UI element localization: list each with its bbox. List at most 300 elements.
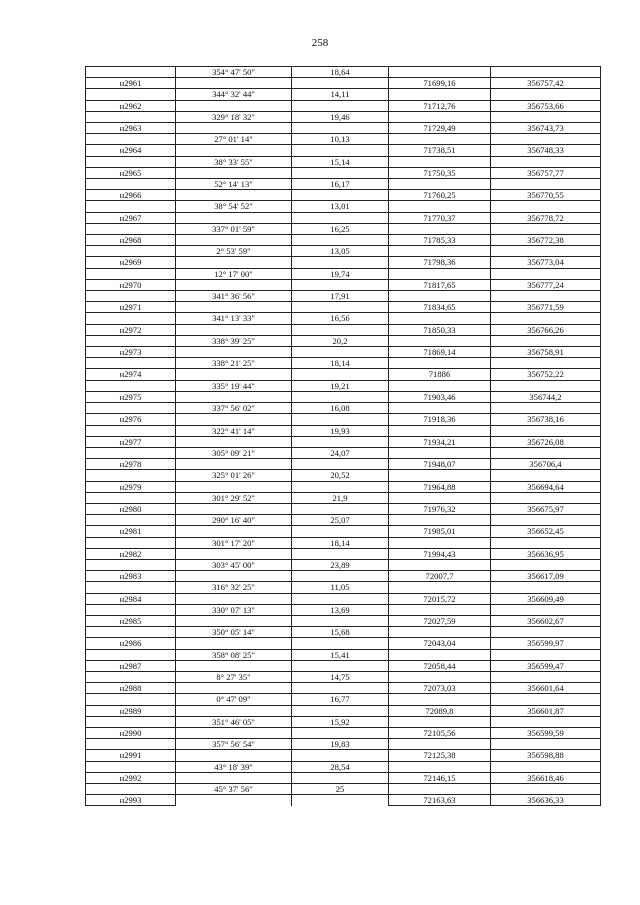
point-row <box>86 302 601 313</box>
x-coordinate-cell <box>389 89 491 100</box>
segment-row <box>86 268 601 279</box>
x-coordinate-cell <box>389 156 491 167</box>
x-coordinate-cell: 72007,7 <box>389 571 491 582</box>
y-coordinate-cell: 356602,67 <box>491 615 601 626</box>
point-name-cell: н2968 <box>86 235 176 246</box>
distance-cell <box>292 750 389 761</box>
x-coordinate-cell <box>389 671 491 682</box>
distance-cell <box>292 369 389 380</box>
point-name-cell: н2991 <box>86 750 176 761</box>
x-coordinate-cell <box>389 335 491 346</box>
point-name-cell <box>86 470 176 481</box>
x-coordinate-cell: 71729,49 <box>389 123 491 134</box>
distance-cell <box>292 391 389 402</box>
angle-cell <box>176 772 292 783</box>
segment-row <box>86 246 601 257</box>
point-name-cell: н2988 <box>86 683 176 694</box>
x-coordinate-cell: 72146,15 <box>389 772 491 783</box>
point-name-cell <box>86 313 176 324</box>
point-name-cell: н2984 <box>86 593 176 604</box>
point-row <box>86 660 601 671</box>
point-name-cell <box>86 268 176 279</box>
angle-cell <box>176 750 292 761</box>
distance-cell <box>292 615 389 626</box>
segment-row <box>86 649 601 660</box>
point-name-cell <box>86 111 176 122</box>
y-coordinate-cell <box>491 739 601 750</box>
point-name-cell <box>86 447 176 458</box>
distance-cell: 14,11 <box>292 89 389 100</box>
point-name-cell <box>86 403 176 414</box>
distance-cell: 15,68 <box>292 627 389 638</box>
point-row <box>86 436 601 447</box>
distance-cell <box>292 795 389 806</box>
y-coordinate-cell: 356601,64 <box>491 683 601 694</box>
angle-cell: 337° 01' 59" <box>176 223 292 234</box>
point-name-cell: н2980 <box>86 503 176 514</box>
distance-cell <box>292 212 389 223</box>
y-coordinate-cell: 356609,49 <box>491 593 601 604</box>
segment-row <box>86 89 601 100</box>
coordinates-table <box>85 66 601 806</box>
page-number: 258 <box>311 37 329 49</box>
x-coordinate-cell: 71976,32 <box>389 503 491 514</box>
distance-cell: 15,41 <box>292 649 389 660</box>
distance-cell: 17,91 <box>292 291 389 302</box>
point-name-cell <box>86 335 176 346</box>
point-name-cell: н2971 <box>86 302 176 313</box>
coordinates-table-body <box>86 67 601 806</box>
y-coordinate-cell <box>491 358 601 369</box>
angle-cell <box>176 212 292 223</box>
segment-row <box>86 179 601 190</box>
y-coordinate-cell <box>491 201 601 212</box>
angle-cell: 38° 54' 52" <box>176 201 292 212</box>
y-coordinate-cell <box>491 291 601 302</box>
point-name-cell <box>86 761 176 772</box>
angle-cell <box>176 526 292 537</box>
x-coordinate-cell <box>389 403 491 414</box>
y-coordinate-cell <box>491 89 601 100</box>
angle-cell: 301° 17' 20" <box>176 537 292 548</box>
angle-cell <box>176 660 292 671</box>
y-coordinate-cell: 356772,38 <box>491 235 601 246</box>
distance-cell: 19,83 <box>292 739 389 750</box>
point-name-cell <box>86 134 176 145</box>
x-coordinate-cell <box>389 784 491 795</box>
x-coordinate-cell <box>389 470 491 481</box>
x-coordinate-cell: 72089,8 <box>389 705 491 716</box>
distance-cell: 13,05 <box>292 246 389 257</box>
point-name-cell <box>86 649 176 660</box>
distance-cell <box>292 459 389 470</box>
angle-cell: 330° 07' 13" <box>176 604 292 615</box>
x-coordinate-cell: 71948,07 <box>389 459 491 470</box>
x-coordinate-cell <box>389 268 491 279</box>
distance-cell <box>292 123 389 134</box>
angle-cell: 338° 21' 25" <box>176 358 292 369</box>
segment-row <box>86 403 601 414</box>
point-name-cell: н2982 <box>86 548 176 559</box>
distance-cell <box>292 347 389 358</box>
y-coordinate-cell: 356599,97 <box>491 638 601 649</box>
point-row <box>86 727 601 738</box>
angle-cell <box>176 302 292 313</box>
point-row <box>86 548 601 559</box>
y-coordinate-cell: 356706,4 <box>491 459 601 470</box>
distance-cell: 14,75 <box>292 671 389 682</box>
angle-cell <box>176 571 292 582</box>
y-coordinate-cell <box>491 403 601 414</box>
x-coordinate-cell: 71770,37 <box>389 212 491 223</box>
angle-cell <box>176 279 292 290</box>
point-row <box>86 369 601 380</box>
angle-cell: 301° 29' 52" <box>176 492 292 503</box>
angle-cell <box>176 235 292 246</box>
x-coordinate-cell <box>389 425 491 436</box>
segment-row <box>86 335 601 346</box>
point-name-cell: н2967 <box>86 212 176 223</box>
y-coordinate-cell: 356694,64 <box>491 481 601 492</box>
point-name-cell <box>86 604 176 615</box>
y-coordinate-cell <box>491 582 601 593</box>
angle-cell: 350° 05' 14" <box>176 627 292 638</box>
point-name-cell <box>86 223 176 234</box>
angle-cell <box>176 123 292 134</box>
distance-cell: 24,07 <box>292 447 389 458</box>
y-coordinate-cell: 356617,09 <box>491 571 601 582</box>
angle-cell: 45° 37' 56" <box>176 784 292 795</box>
y-coordinate-cell <box>491 313 601 324</box>
x-coordinate-cell: 71918,36 <box>389 414 491 425</box>
segment-row <box>86 201 601 212</box>
y-coordinate-cell <box>491 761 601 772</box>
angle-cell: 337° 56' 02" <box>176 403 292 414</box>
point-row <box>86 145 601 156</box>
angle-cell: 12° 17' 00" <box>176 268 292 279</box>
point-name-cell <box>86 179 176 190</box>
x-coordinate-cell: 71964,88 <box>389 481 491 492</box>
angle-cell <box>176 683 292 694</box>
x-coordinate-cell <box>389 358 491 369</box>
distance-cell: 19,74 <box>292 268 389 279</box>
x-coordinate-cell: 72125,38 <box>389 750 491 761</box>
x-coordinate-cell: 72163,63 <box>389 795 491 806</box>
y-coordinate-cell: 356636,95 <box>491 548 601 559</box>
distance-cell <box>292 593 389 604</box>
x-coordinate-cell <box>389 201 491 212</box>
point-name-cell <box>86 515 176 526</box>
x-coordinate-cell <box>389 246 491 257</box>
point-name-cell: н2981 <box>86 526 176 537</box>
point-row <box>86 615 601 626</box>
y-coordinate-cell <box>491 156 601 167</box>
angle-cell <box>176 481 292 492</box>
y-coordinate-cell: 356753,66 <box>491 100 601 111</box>
point-row <box>86 100 601 111</box>
point-name-cell: н2974 <box>86 369 176 380</box>
angle-cell: 335° 19' 44" <box>176 380 292 391</box>
point-row <box>86 347 601 358</box>
y-coordinate-cell <box>491 470 601 481</box>
distance-cell <box>292 548 389 559</box>
x-coordinate-cell <box>389 716 491 727</box>
segment-row <box>86 156 601 167</box>
y-coordinate-cell: 356652,45 <box>491 526 601 537</box>
y-coordinate-cell: 356773,04 <box>491 257 601 268</box>
y-coordinate-cell: 356748,33 <box>491 145 601 156</box>
y-coordinate-cell <box>491 784 601 795</box>
angle-cell: 52° 14' 13" <box>176 179 292 190</box>
point-name-cell: н2983 <box>86 571 176 582</box>
x-coordinate-cell <box>389 223 491 234</box>
y-coordinate-cell <box>491 649 601 660</box>
point-name-cell: н2976 <box>86 414 176 425</box>
angle-cell <box>176 615 292 626</box>
point-name-cell: н2975 <box>86 391 176 402</box>
distance-cell: 18,64 <box>292 67 389 78</box>
distance-cell <box>292 324 389 335</box>
x-coordinate-cell <box>389 559 491 570</box>
x-coordinate-cell: 72058,44 <box>389 660 491 671</box>
x-coordinate-cell <box>389 134 491 145</box>
point-row <box>86 324 601 335</box>
x-coordinate-cell: 71869,14 <box>389 347 491 358</box>
y-coordinate-cell: 356636,33 <box>491 795 601 806</box>
segment-row <box>86 515 601 526</box>
angle-cell <box>176 167 292 178</box>
distance-cell: 21,9 <box>292 492 389 503</box>
segment-row <box>86 67 601 78</box>
y-coordinate-cell <box>491 380 601 391</box>
angle-cell <box>176 190 292 201</box>
distance-cell <box>292 302 389 313</box>
distance-cell <box>292 571 389 582</box>
angle-cell <box>176 369 292 380</box>
angle-cell <box>176 145 292 156</box>
segment-row <box>86 761 601 772</box>
distance-cell <box>292 683 389 694</box>
point-name-cell <box>86 358 176 369</box>
segment-row <box>86 671 601 682</box>
point-name-cell: н2963 <box>86 123 176 134</box>
angle-cell: 358° 08' 25" <box>176 649 292 660</box>
point-row <box>86 78 601 89</box>
x-coordinate-cell: 71699,16 <box>389 78 491 89</box>
x-coordinate-cell <box>389 537 491 548</box>
point-name-cell: н2987 <box>86 660 176 671</box>
x-coordinate-cell: 71834,65 <box>389 302 491 313</box>
point-row <box>86 526 601 537</box>
point-row <box>86 235 601 246</box>
angle-cell: 2° 53' 59" <box>176 246 292 257</box>
y-coordinate-cell <box>491 179 601 190</box>
point-name-cell <box>86 201 176 212</box>
x-coordinate-cell <box>389 380 491 391</box>
x-coordinate-cell: 71886 <box>389 369 491 380</box>
point-name-cell: н2978 <box>86 459 176 470</box>
distance-cell <box>292 481 389 492</box>
y-coordinate-cell <box>491 604 601 615</box>
y-coordinate-cell: 356743,73 <box>491 123 601 134</box>
x-coordinate-cell <box>389 67 491 78</box>
distance-cell: 10,13 <box>292 134 389 145</box>
x-coordinate-cell: 71985,01 <box>389 526 491 537</box>
distance-cell: 13,01 <box>292 201 389 212</box>
y-coordinate-cell <box>491 268 601 279</box>
point-row <box>86 503 601 514</box>
distance-cell <box>292 257 389 268</box>
distance-cell <box>292 772 389 783</box>
x-coordinate-cell <box>389 694 491 705</box>
point-row <box>86 167 601 178</box>
distance-cell: 19,21 <box>292 380 389 391</box>
distance-cell: 28,54 <box>292 761 389 772</box>
angle-cell: 322° 41' 14" <box>176 425 292 436</box>
y-coordinate-cell <box>491 671 601 682</box>
angle-cell: 316° 32' 25" <box>176 582 292 593</box>
point-name-cell: н2993 <box>86 795 176 806</box>
point-name-cell <box>86 425 176 436</box>
angle-cell: 305° 09' 21" <box>176 447 292 458</box>
segment-row <box>86 358 601 369</box>
distance-cell <box>292 414 389 425</box>
distance-cell <box>292 100 389 111</box>
x-coordinate-cell <box>389 111 491 122</box>
y-coordinate-cell <box>491 515 601 526</box>
segment-row <box>86 223 601 234</box>
angle-cell <box>176 705 292 716</box>
x-coordinate-cell: 71817,65 <box>389 279 491 290</box>
angle-cell: 329° 18' 32" <box>176 111 292 122</box>
x-coordinate-cell <box>389 649 491 660</box>
point-row <box>86 683 601 694</box>
distance-cell: 25,07 <box>292 515 389 526</box>
angle-cell <box>176 727 292 738</box>
point-name-cell <box>86 739 176 750</box>
angle-cell: 8° 27' 35" <box>176 671 292 682</box>
point-name-cell <box>86 671 176 682</box>
point-name-cell <box>86 716 176 727</box>
y-coordinate-cell <box>491 492 601 503</box>
distance-cell <box>292 436 389 447</box>
point-name-cell <box>86 537 176 548</box>
distance-cell: 16,77 <box>292 694 389 705</box>
point-row <box>86 750 601 761</box>
angle-cell: 341° 13' 33" <box>176 313 292 324</box>
x-coordinate-cell: 71798,36 <box>389 257 491 268</box>
distance-cell: 16,56 <box>292 313 389 324</box>
angle-cell <box>176 391 292 402</box>
point-name-cell: н2961 <box>86 78 176 89</box>
point-row <box>86 772 601 783</box>
point-row <box>86 638 601 649</box>
point-name-cell: н2969 <box>86 257 176 268</box>
distance-cell <box>292 526 389 537</box>
distance-cell: 23,89 <box>292 559 389 570</box>
y-coordinate-cell <box>491 67 601 78</box>
segment-row <box>86 694 601 705</box>
y-coordinate-cell <box>491 246 601 257</box>
y-coordinate-cell: 356771,59 <box>491 302 601 313</box>
angle-cell: 351° 46' 05" <box>176 716 292 727</box>
point-name-cell: н2966 <box>86 190 176 201</box>
angle-cell <box>176 548 292 559</box>
segment-row <box>86 627 601 638</box>
point-name-cell <box>86 67 176 78</box>
distance-cell <box>292 503 389 514</box>
segment-row <box>86 559 601 570</box>
distance-cell: 16,25 <box>292 223 389 234</box>
y-coordinate-cell <box>491 223 601 234</box>
y-coordinate-cell: 356744,2 <box>491 391 601 402</box>
segment-row <box>86 380 601 391</box>
angle-cell <box>176 436 292 447</box>
distance-cell <box>292 660 389 671</box>
distance-cell: 25 <box>292 784 389 795</box>
y-coordinate-cell <box>491 537 601 548</box>
distance-cell: 18,14 <box>292 358 389 369</box>
distance-cell: 18,14 <box>292 537 389 548</box>
y-coordinate-cell: 356752,22 <box>491 369 601 380</box>
x-coordinate-cell <box>389 582 491 593</box>
x-coordinate-cell: 72015,72 <box>389 593 491 604</box>
y-coordinate-cell: 356598,88 <box>491 750 601 761</box>
x-coordinate-cell: 72027,59 <box>389 615 491 626</box>
y-coordinate-cell: 356770,55 <box>491 190 601 201</box>
point-name-cell <box>86 156 176 167</box>
point-row <box>86 481 601 492</box>
point-row <box>86 279 601 290</box>
segment-row <box>86 425 601 436</box>
distance-cell: 13,69 <box>292 604 389 615</box>
segment-row <box>86 291 601 302</box>
angle-cell <box>176 503 292 514</box>
distance-cell: 20,52 <box>292 470 389 481</box>
point-name-cell: н2972 <box>86 324 176 335</box>
x-coordinate-cell <box>389 604 491 615</box>
point-name-cell <box>86 492 176 503</box>
segment-row <box>86 492 601 503</box>
point-row <box>86 123 601 134</box>
angle-cell: 0° 47' 09" <box>176 694 292 705</box>
segment-row <box>86 313 601 324</box>
y-coordinate-cell: 356601,87 <box>491 705 601 716</box>
angle-cell <box>176 78 292 89</box>
segment-row <box>86 784 601 795</box>
x-coordinate-cell <box>389 739 491 750</box>
distance-cell <box>292 167 389 178</box>
x-coordinate-cell <box>389 761 491 772</box>
distance-cell <box>292 279 389 290</box>
x-coordinate-cell: 71785,33 <box>389 235 491 246</box>
point-name-cell: н2979 <box>86 481 176 492</box>
distance-cell <box>292 235 389 246</box>
y-coordinate-cell: 356675,97 <box>491 503 601 514</box>
point-row <box>86 212 601 223</box>
y-coordinate-cell: 356757,42 <box>491 78 601 89</box>
segment-row <box>86 111 601 122</box>
point-row <box>86 705 601 716</box>
y-coordinate-cell <box>491 134 601 145</box>
angle-cell <box>176 795 292 806</box>
point-name-cell <box>86 784 176 795</box>
segment-row <box>86 604 601 615</box>
point-name-cell: н2962 <box>86 100 176 111</box>
distance-cell: 19,93 <box>292 425 389 436</box>
distance-cell <box>292 145 389 156</box>
angle-cell <box>176 459 292 470</box>
